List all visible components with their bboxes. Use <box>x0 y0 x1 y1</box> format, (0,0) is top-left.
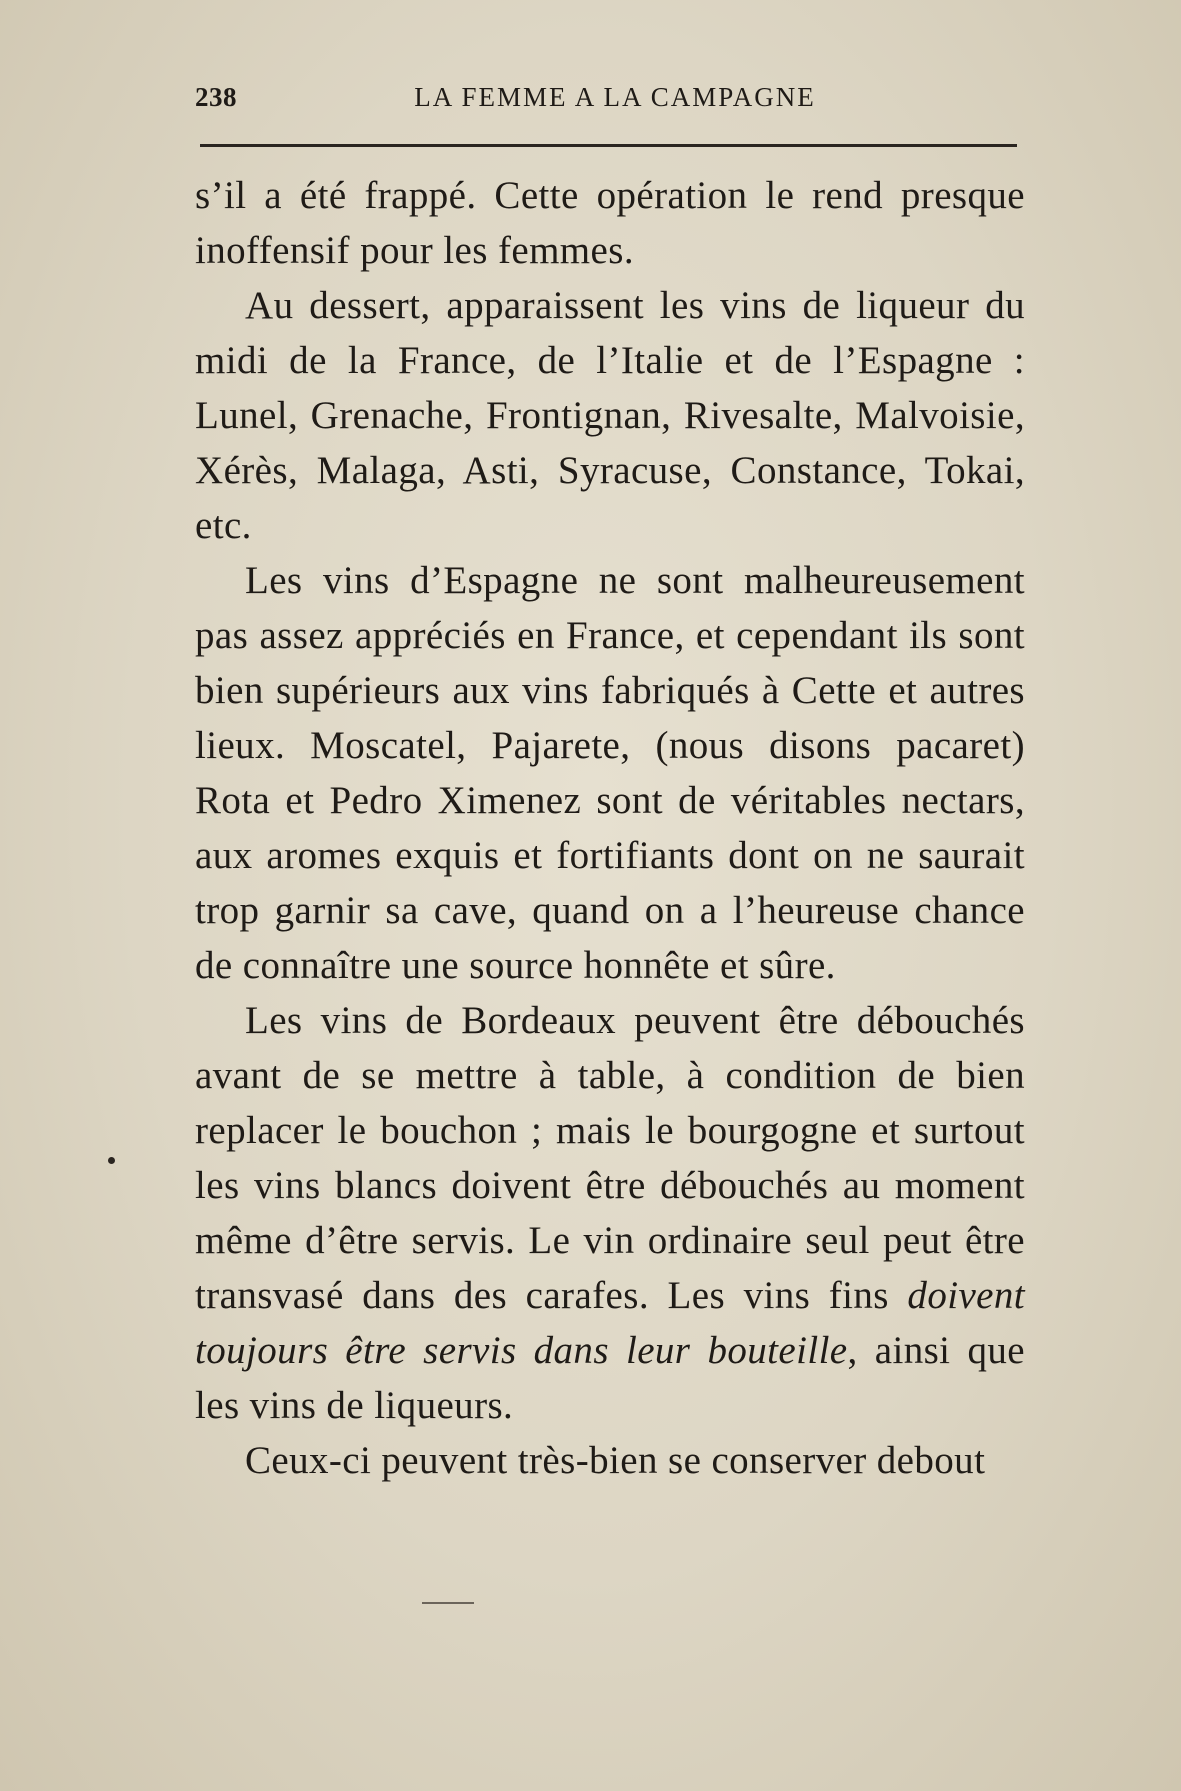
body-text <box>195 168 1025 1488</box>
footer-dash <box>422 1602 474 1604</box>
page-number: 238 <box>195 82 237 112</box>
paragraph-2: Au dessert, apparaissent les vins de liqueur du midi de la France, de l’Italie et de l’Espagne : Lunel, Grenache, Frontignan, Rivesalte, Malvoisie, Xérès, Malaga, Asti, Syracuse, Constance, Tokai, etc. <box>195 284 1025 547</box>
paragraph-4-end: , ainsi que les vins de liqueurs. <box>195 1329 1025 1427</box>
ink-dot-icon <box>108 1157 115 1164</box>
header-rule <box>200 144 1017 147</box>
paragraph-4-italic: doivent toujours être servis dans leur bouteille <box>195 1274 1026 1372</box>
page-header <box>195 82 1017 122</box>
running-title: LA FEMME A LA CAMPAGNE <box>414 82 816 112</box>
paragraph-4 <box>195 993 1025 1433</box>
paragraph-5: Ceux-ci peuvent très-bien se conserver debout <box>245 1439 986 1482</box>
paragraph-3: Les vins d’Espagne ne sont malheureusement pas assez appréciés en France, et cependant ils sont bien supérieurs aux vins fabriqués à Cette et autres lieux. Moscatel, Pajarete, (nous disons pacaret) Rota et Pedro Ximenez sont de véritables nectars, aux aromes exquis et fortifiants dont on ne saurait trop garnir sa cave, quand on a l’heureuse chance de connaître une source honnête et sûre. <box>195 559 1025 987</box>
paragraph-1: s’il a été frappé. Cette opération le rend presque inoffensif pour les femmes. <box>195 174 1025 272</box>
paragraph-4-start: Les vins de Bordeaux peuvent être débouchés avant de se mettre à table, à condition de bien replacer le bouchon ; mais le bourgogne et surtout les vins blancs doivent être débouchés au moment même d’être servis. Le vin ordinaire seul peut être transvasé dans des carafes. Les vins fins <box>195 999 1025 1317</box>
